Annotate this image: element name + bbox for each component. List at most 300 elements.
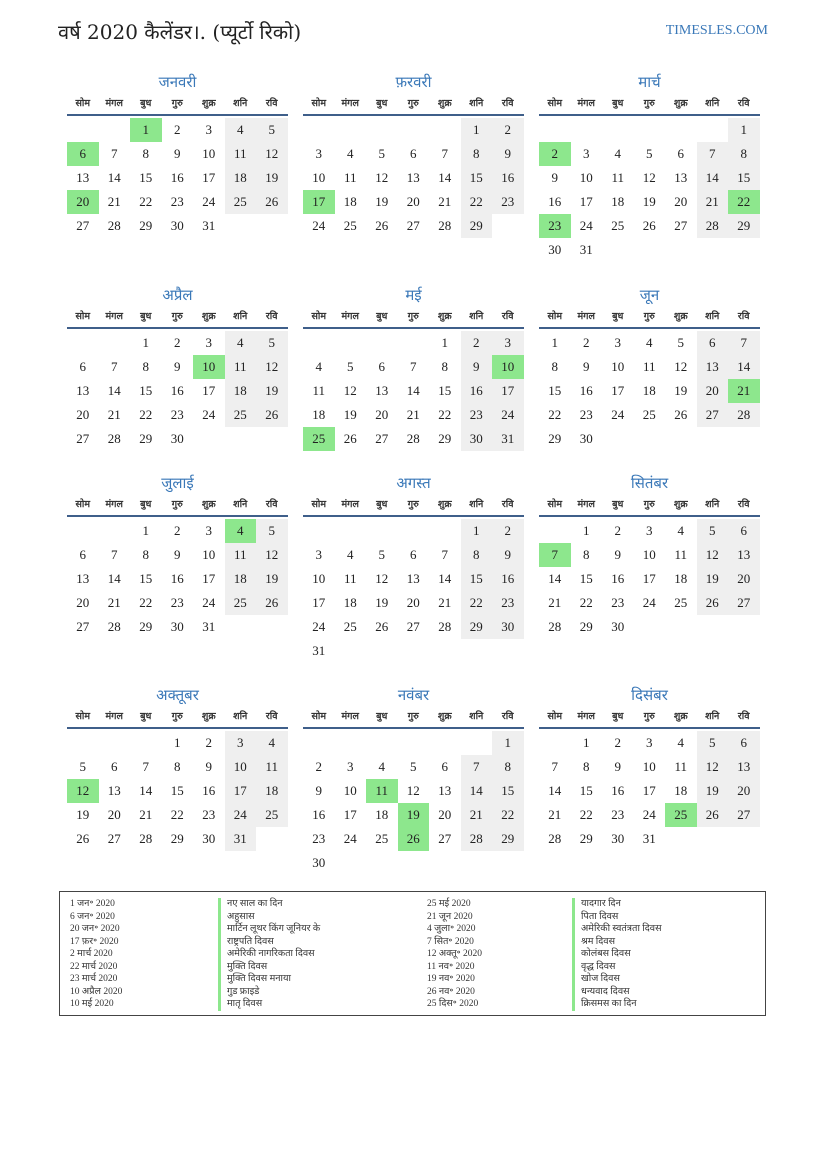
weekday-label: गुरु <box>407 711 419 722</box>
weekday-label: सोम <box>547 311 563 322</box>
day-cell: 22 <box>548 407 562 422</box>
holiday-day-cell: 25 <box>665 803 697 827</box>
day-cell: 11 <box>343 170 357 185</box>
day-cell: 1 <box>461 519 493 543</box>
month-block <box>303 70 524 238</box>
holiday-name: गुड फ्राइडे <box>218 986 320 999</box>
weekday-label: गुरु <box>171 98 183 109</box>
weekday-label: शनि <box>705 711 720 722</box>
day-cell: 2 <box>583 335 590 350</box>
day-cell: 11 <box>611 170 625 185</box>
holiday-date: 10 मई 2020 <box>70 999 114 1009</box>
holiday-day-cell: 25 <box>303 427 335 451</box>
day-cell: 8 <box>461 543 493 567</box>
day-cell: 23 <box>492 190 524 214</box>
day-cell: 25 <box>225 403 257 427</box>
day-cell: 23 <box>170 595 184 610</box>
day-cell: 3 <box>492 331 524 355</box>
holiday-dates-column-1 <box>70 898 122 1011</box>
holiday-name: मुक्ति दिवस <box>218 961 320 974</box>
holiday-date: 25 मई 2020 <box>427 899 471 909</box>
day-cell: 5 <box>256 519 288 543</box>
day-cell: 13 <box>674 170 688 185</box>
weekday-header <box>539 94 760 116</box>
day-cell: 8 <box>583 759 590 774</box>
day-cell: 29 <box>139 431 153 446</box>
holiday-day-cell: 4 <box>225 519 257 543</box>
day-cell: 9 <box>174 547 181 562</box>
days-grid <box>303 331 524 451</box>
empty-cell <box>697 118 729 142</box>
weekday-label: रवि <box>737 711 750 722</box>
day-cell: 20 <box>697 379 729 403</box>
day-cell: 10 <box>225 755 257 779</box>
month-block <box>67 283 288 451</box>
days-grid <box>539 519 760 639</box>
day-cell: 29 <box>170 831 184 846</box>
empty-cell <box>99 731 131 755</box>
day-cell: 30 <box>170 619 184 634</box>
day-cell: 25 <box>375 831 389 846</box>
day-cell: 31 <box>579 242 593 257</box>
weekday-label: शुक्र <box>673 311 688 322</box>
day-cell: 3 <box>646 523 653 538</box>
day-cell: 16 <box>312 807 326 822</box>
day-cell: 27 <box>728 803 760 827</box>
day-cell: 17 <box>579 194 593 209</box>
weekday-label: बुध <box>140 499 152 510</box>
day-cell: 9 <box>614 759 621 774</box>
day-cell: 3 <box>205 523 212 538</box>
day-cell: 5 <box>410 759 417 774</box>
day-cell: 18 <box>312 407 326 422</box>
weekday-header <box>303 495 524 517</box>
day-cell: 1 <box>492 731 524 755</box>
day-cell: 9 <box>492 543 524 567</box>
day-cell: 1 <box>583 735 590 750</box>
day-cell: 2 <box>614 523 621 538</box>
day-cell: 9 <box>315 783 322 798</box>
weekday-label: रवि <box>737 311 750 322</box>
weekday-label: सोम <box>311 711 327 722</box>
day-cell: 14 <box>107 571 121 586</box>
day-cell: 20 <box>76 407 90 422</box>
days-grid <box>303 118 524 238</box>
weekday-label: गुरु <box>643 711 655 722</box>
empty-cell <box>366 731 398 755</box>
empty-cell <box>665 118 697 142</box>
holiday-day-cell: 6 <box>67 142 99 166</box>
day-cell: 30 <box>170 218 184 233</box>
weekday-label: बुध <box>376 711 388 722</box>
holiday-date: 6 जन॰ 2020 <box>70 911 115 922</box>
day-cell: 17 <box>642 783 656 798</box>
day-cell: 31 <box>312 643 326 658</box>
day-cell: 31 <box>642 831 656 846</box>
weekday-label: रवि <box>501 499 514 510</box>
day-cell: 17 <box>312 595 326 610</box>
day-cell: 1 <box>142 335 149 350</box>
day-cell: 13 <box>406 571 420 586</box>
day-cell: 6 <box>728 731 760 755</box>
day-cell: 4 <box>677 735 684 750</box>
holiday-date: 1 जन॰ 2020 <box>70 899 115 909</box>
day-cell: 23 <box>611 595 625 610</box>
day-cell: 7 <box>441 146 448 161</box>
day-cell: 14 <box>139 783 153 798</box>
day-cell: 5 <box>378 146 385 161</box>
day-cell: 22 <box>579 807 593 822</box>
day-cell: 24 <box>225 803 257 827</box>
holiday-date: 25 दिस॰ 2020 <box>427 999 479 1009</box>
day-cell: 15 <box>139 383 153 398</box>
day-cell: 30 <box>611 831 625 846</box>
holiday-day-cell: 12 <box>67 779 99 803</box>
day-cell: 15 <box>579 783 593 798</box>
weekday-label: शुक्र <box>437 311 452 322</box>
day-cell: 12 <box>642 170 656 185</box>
weekday-label: शनि <box>233 311 248 322</box>
day-cell: 4 <box>347 146 354 161</box>
empty-cell <box>303 331 335 355</box>
day-cell: 5 <box>677 335 684 350</box>
day-cell: 19 <box>697 567 729 591</box>
empty-cell <box>602 118 634 142</box>
day-cell: 18 <box>611 194 625 209</box>
day-cell: 1 <box>174 735 181 750</box>
day-cell: 28 <box>438 218 452 233</box>
days-grid <box>539 331 760 451</box>
day-cell: 26 <box>375 218 389 233</box>
day-cell: 6 <box>79 547 86 562</box>
day-cell: 8 <box>142 359 149 374</box>
holiday-date: 23 मार्च 2020 <box>70 974 118 984</box>
day-cell: 2 <box>174 122 181 137</box>
day-cell: 23 <box>579 407 593 422</box>
day-cell: 24 <box>202 194 216 209</box>
day-cell: 22 <box>139 194 153 209</box>
day-cell: 7 <box>697 142 729 166</box>
day-cell: 27 <box>76 431 90 446</box>
weekday-label: बुध <box>140 98 152 109</box>
day-cell: 14 <box>406 383 420 398</box>
day-cell: 14 <box>548 783 562 798</box>
empty-cell <box>67 519 99 543</box>
day-cell: 11 <box>225 355 257 379</box>
day-cell: 24 <box>202 595 216 610</box>
day-cell: 7 <box>410 359 417 374</box>
day-cell: 9 <box>174 359 181 374</box>
weekday-label: शुक्र <box>201 711 216 722</box>
day-cell: 20 <box>375 407 389 422</box>
holiday-day-cell: 10 <box>492 355 524 379</box>
day-cell: 11 <box>225 543 257 567</box>
day-cell: 2 <box>315 759 322 774</box>
day-cell: 16 <box>579 383 593 398</box>
day-cell: 12 <box>375 170 389 185</box>
day-cell: 9 <box>551 170 558 185</box>
day-cell: 11 <box>642 359 656 374</box>
weekday-label: गुरु <box>643 499 655 510</box>
day-cell: 18 <box>225 379 257 403</box>
weekday-label: मंगल <box>577 499 595 510</box>
day-cell: 13 <box>728 755 760 779</box>
day-cell: 11 <box>312 383 326 398</box>
day-cell: 10 <box>202 547 216 562</box>
day-cell: 9 <box>614 547 621 562</box>
day-cell: 26 <box>697 591 729 615</box>
day-cell: 25 <box>256 803 288 827</box>
day-cell: 28 <box>438 619 452 634</box>
empty-cell <box>303 519 335 543</box>
day-cell: 3 <box>583 146 590 161</box>
day-cell: 28 <box>548 619 562 634</box>
weekday-header <box>539 707 760 729</box>
weekday-label: शनि <box>469 98 484 109</box>
day-cell: 9 <box>205 759 212 774</box>
day-cell: 29 <box>579 831 593 846</box>
month-block <box>303 471 524 663</box>
empty-cell <box>303 118 335 142</box>
weekday-label: सोम <box>75 311 91 322</box>
day-cell: 11 <box>343 571 357 586</box>
holiday-day-cell: 10 <box>193 355 225 379</box>
day-cell: 12 <box>256 543 288 567</box>
month-name: नवंबर <box>397 686 430 704</box>
day-cell: 4 <box>646 335 653 350</box>
day-cell: 28 <box>107 218 121 233</box>
day-cell: 2 <box>614 735 621 750</box>
day-cell: 16 <box>492 166 524 190</box>
empty-cell <box>99 519 131 543</box>
day-cell: 18 <box>343 194 357 209</box>
day-cell: 6 <box>378 359 385 374</box>
day-cell: 26 <box>343 431 357 446</box>
empty-cell <box>429 731 461 755</box>
day-cell: 1 <box>142 523 149 538</box>
day-cell: 19 <box>375 595 389 610</box>
day-cell: 29 <box>438 431 452 446</box>
day-cell: 28 <box>461 827 493 851</box>
days-grid <box>67 331 288 451</box>
day-cell: 9 <box>174 146 181 161</box>
day-cell: 6 <box>677 146 684 161</box>
days-grid <box>303 731 524 875</box>
day-cell: 16 <box>461 379 493 403</box>
site-link[interactable]: TIMESLES.COM <box>665 23 768 38</box>
empty-cell <box>67 118 99 142</box>
month-name: मार्च <box>638 73 661 91</box>
day-cell: 18 <box>225 166 257 190</box>
empty-cell <box>335 519 367 543</box>
month-block <box>539 70 760 262</box>
day-cell: 15 <box>461 166 493 190</box>
day-cell: 3 <box>614 335 621 350</box>
holiday-date: 17 फ़र॰ 2020 <box>70 936 119 947</box>
day-cell: 15 <box>461 567 493 591</box>
day-cell: 22 <box>139 407 153 422</box>
weekday-label: शुक्र <box>673 499 688 510</box>
day-cell: 24 <box>642 807 656 822</box>
day-cell: 22 <box>579 595 593 610</box>
page-title: वर्ष 2020 कैलेंडर।. (प्यूर्टो रिको) <box>58 20 302 44</box>
day-cell: 12 <box>674 359 688 374</box>
day-cell: 27 <box>697 403 729 427</box>
day-cell: 12 <box>256 355 288 379</box>
weekday-label: शुक्र <box>437 98 452 109</box>
empty-cell <box>429 519 461 543</box>
holiday-names-column-1 <box>218 898 320 1011</box>
day-cell: 3 <box>347 759 354 774</box>
day-cell: 22 <box>170 807 184 822</box>
day-cell: 30 <box>611 619 625 634</box>
day-cell: 13 <box>76 383 90 398</box>
day-cell: 10 <box>312 170 326 185</box>
weekday-label: मंगल <box>341 311 359 322</box>
day-cell: 12 <box>256 142 288 166</box>
day-cell: 27 <box>406 218 420 233</box>
day-cell: 18 <box>256 779 288 803</box>
day-cell: 6 <box>410 146 417 161</box>
day-cell: 28 <box>728 403 760 427</box>
weekday-label: रवि <box>737 98 750 109</box>
day-cell: 5 <box>697 519 729 543</box>
day-cell: 14 <box>697 166 729 190</box>
day-cell: 9 <box>461 355 493 379</box>
day-cell: 16 <box>170 571 184 586</box>
day-cell: 17 <box>343 807 357 822</box>
day-cell: 18 <box>225 567 257 591</box>
day-cell: 21 <box>438 595 452 610</box>
empty-cell <box>67 731 99 755</box>
weekday-label: गुरु <box>407 499 419 510</box>
holiday-date: 26 नव॰ 2020 <box>427 986 475 997</box>
holiday-name: अमेरिकी नागरिकता दिवस <box>218 948 320 961</box>
day-cell: 7 <box>142 759 149 774</box>
day-cell: 4 <box>315 359 322 374</box>
day-cell: 13 <box>438 783 452 798</box>
day-cell: 22 <box>438 407 452 422</box>
day-cell: 10 <box>202 146 216 161</box>
holiday-day-cell: 19 <box>398 803 430 827</box>
holiday-date: 2 मार्च 2020 <box>70 949 113 959</box>
empty-cell <box>429 118 461 142</box>
day-cell: 1 <box>728 118 760 142</box>
days-grid <box>67 118 288 238</box>
weekday-header <box>539 495 760 517</box>
day-cell: 20 <box>728 779 760 803</box>
day-cell: 24 <box>611 407 625 422</box>
holiday-date: 19 नव॰ 2020 <box>427 974 475 984</box>
month-block <box>303 283 524 451</box>
day-cell: 21 <box>406 407 420 422</box>
holiday-date: 7 सित॰ 2020 <box>427 936 474 947</box>
day-cell: 16 <box>202 783 216 798</box>
month-name: मई <box>405 286 422 304</box>
day-cell: 27 <box>674 218 688 233</box>
month-name: अगस्त <box>396 474 431 492</box>
weekday-label: मंगल <box>105 711 123 722</box>
day-cell: 29 <box>728 214 760 238</box>
weekday-label: बुध <box>612 311 624 322</box>
day-cell: 22 <box>461 591 493 615</box>
weekday-label: गुरु <box>171 711 183 722</box>
empty-cell <box>539 118 571 142</box>
day-cell: 15 <box>139 571 153 586</box>
day-cell: 24 <box>312 218 326 233</box>
holiday-day-cell: 2 <box>539 142 571 166</box>
day-cell: 21 <box>461 803 493 827</box>
weekday-label: रवि <box>265 711 278 722</box>
day-cell: 7 <box>551 759 558 774</box>
weekday-label: शुक्र <box>201 499 216 510</box>
day-cell: 24 <box>202 407 216 422</box>
day-cell: 8 <box>461 142 493 166</box>
holiday-day-cell: 17 <box>303 190 335 214</box>
day-cell: 24 <box>579 218 593 233</box>
weekday-label: मंगल <box>341 98 359 109</box>
day-cell: 19 <box>256 567 288 591</box>
holiday-day-cell: 20 <box>67 190 99 214</box>
day-cell: 26 <box>375 619 389 634</box>
weekday-label: शनि <box>469 311 484 322</box>
day-cell: 5 <box>256 331 288 355</box>
weekday-header <box>303 94 524 116</box>
day-cell: 27 <box>76 218 90 233</box>
day-cell: 28 <box>548 831 562 846</box>
holiday-date: 21 जून 2020 <box>427 911 473 922</box>
day-cell: 9 <box>492 142 524 166</box>
day-cell: 3 <box>315 547 322 562</box>
holiday-name: राष्ट्रपति दिवस <box>218 936 320 949</box>
day-cell: 25 <box>611 218 625 233</box>
day-cell: 9 <box>583 359 590 374</box>
weekday-header <box>303 707 524 729</box>
day-cell: 29 <box>579 619 593 634</box>
month-block <box>539 683 760 851</box>
day-cell: 21 <box>107 194 121 209</box>
weekday-label: शुक्र <box>673 711 688 722</box>
weekday-header <box>67 94 288 116</box>
day-cell: 3 <box>205 335 212 350</box>
weekday-label: शनि <box>705 98 720 109</box>
day-cell: 14 <box>548 571 562 586</box>
holiday-name: अहुसास <box>218 911 320 924</box>
weekday-label: शनि <box>705 311 720 322</box>
empty-cell <box>398 118 430 142</box>
weekday-label: रवि <box>265 98 278 109</box>
weekday-header <box>539 307 760 329</box>
day-cell: 5 <box>378 547 385 562</box>
day-cell: 25 <box>343 619 357 634</box>
day-cell: 4 <box>256 731 288 755</box>
day-cell: 24 <box>312 619 326 634</box>
day-cell: 29 <box>139 619 153 634</box>
day-cell: 8 <box>441 359 448 374</box>
day-cell: 13 <box>406 170 420 185</box>
weekday-label: गुरु <box>407 311 419 322</box>
day-cell: 29 <box>492 827 524 851</box>
weekday-label: शनि <box>705 499 720 510</box>
holiday-day-cell: 7 <box>539 543 571 567</box>
holiday-day-cell: 21 <box>728 379 760 403</box>
holiday-name: खोज दिवस <box>572 973 662 986</box>
day-cell: 14 <box>107 170 121 185</box>
day-cell: 10 <box>642 759 656 774</box>
weekday-label: सोम <box>75 499 91 510</box>
day-cell: 5 <box>646 146 653 161</box>
day-cell: 15 <box>139 170 153 185</box>
